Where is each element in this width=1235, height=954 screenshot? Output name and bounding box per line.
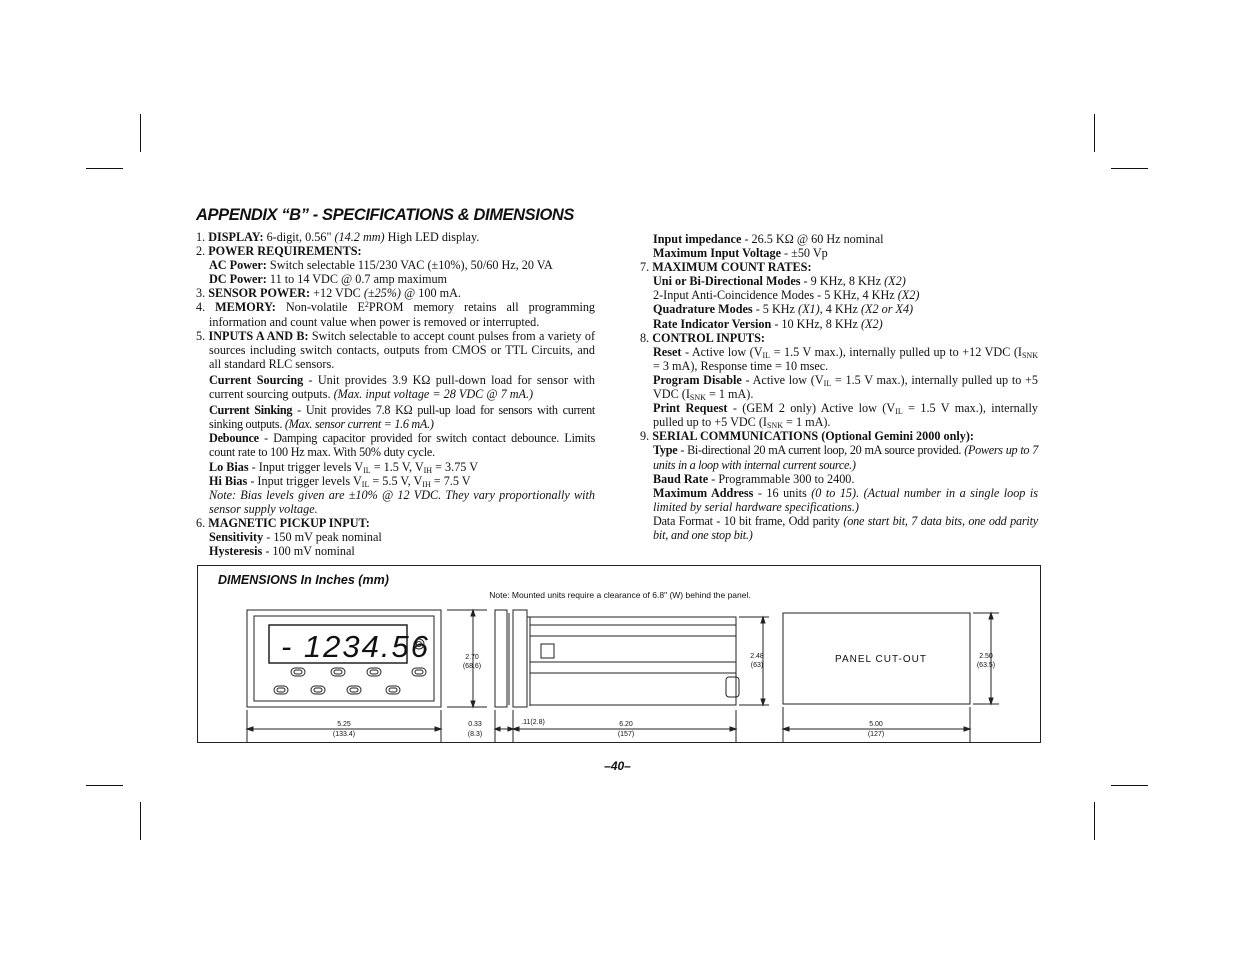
clearance-note: Note: Mounted units require a clearance of 6.8" (W) behind the panel.	[489, 590, 751, 600]
spec-program-disable: Program Disable - Active low ($V_{IL} = 1.5$ V max.), internally pulled up to +5 VDC ($I_{SNK} = 1$ mA).	[653, 372, 1039, 403]
spec-max-address: Maximum Address - 16 units (0 to 15). (Actual number in a single loop is limited by serial hardware specifications.)	[653, 485, 1039, 514]
front-view	[247, 610, 441, 743]
spec-serial-type: Type - Bi-directional 20 mA current loop, 20 mA source provided. (Powers up to 7 units in a loop with internal current source.)	[653, 443, 1039, 472]
bezel-depth-mm-label: (8.3)	[467, 731, 483, 738]
spec-max-input-voltage: Maximum Input Voltage - ±50 Vp	[653, 246, 828, 261]
spec-column-left	[196, 230, 595, 558]
body-depth-label: 6.20	[619, 721, 633, 728]
body-height-mm-label: (63)	[750, 662, 764, 669]
spec-baud-rate: Baud Rate - Programmable 300 to 2400.	[653, 471, 855, 486]
crop-mark	[1111, 785, 1148, 786]
spec-sensitivity: Sensitivity - 150 mV peak nominal	[209, 529, 382, 544]
cutout-height-mm-label: (63.5)	[976, 662, 996, 669]
crop-mark	[86, 168, 123, 169]
spec-serial: 9. SERIAL COMMUNICATIONS (Optional Gemini 2000 only):	[640, 429, 974, 444]
spec-debounce: Debounce - Damping capacitor provided for switch contact debounce. Limits count rate to 100 Hz max. With 50% duty cycle.	[209, 431, 595, 460]
side-view	[468, 610, 769, 743]
panel-cutout-view	[783, 613, 999, 743]
dimensions-drawing	[197, 565, 1041, 743]
spec-memory: 4. MEMORY: Non-volatile $E^2PROM$ memory retains all programming information and count value when power is removed or interrupted.	[196, 300, 596, 329]
body-depth-mm-label: (157)	[617, 731, 635, 738]
spec-bias-note: Note: Bias levels given are ±10% @ 12 VDC. They vary proportionally with sensor supply voltage.	[209, 487, 595, 516]
spec-ac-power: AC Power: Switch selectable 115/230 VAC (±10%), 50/60 Hz, 20 VA	[209, 258, 553, 273]
spec-sensor-power: 3. SENSOR POWER: +12 VDC (±25%) @ 100 mA.	[196, 286, 461, 301]
spec-reset: Reset - Active low ($V_{IL} = 1.5$ V max.), internally pulled up to +12 VDC ($I_{SNK} = 3$ mA), Response time = 10 msec.	[653, 344, 1038, 373]
spec-print-request: Print Request - (GEM 2 only) Active low ($V_{IL} = 1.5$ V max.), internally pulled up to +5 VDC ($I_{SNK} = 1$ mA).	[653, 401, 1038, 431]
spec-power: 2. POWER REQUIREMENTS:	[196, 244, 362, 259]
front-height-mm-label: (68.6)	[462, 663, 482, 670]
crop-mark	[140, 802, 141, 840]
page-heading: APPENDIX “B” - SPECIFICATIONS & DIMENSIONS	[196, 206, 575, 224]
spec-magnetic: 6. MAGNETIC PICKUP INPUT:	[196, 515, 370, 530]
crop-mark	[140, 114, 141, 152]
spec-lo-bias: Lo Bias - Input trigger levels $V_{IL} = 1.5$ V, $V_{IH} = 3.75$ V	[209, 459, 479, 475]
spec-count-rates: 7. MAXIMUM COUNT RATES:	[640, 260, 812, 275]
spec-rate-indicator: Rate Indicator Version - 10 KHz, 8 KHz (X2)	[653, 316, 883, 331]
spec-uni-bi: Uni or Bi-Directional Modes - 9 KHz, 8 KHz (X2)	[653, 274, 906, 289]
cutout-width-mm-label: (127)	[867, 731, 885, 738]
front-width-mm-label: (133.4)	[332, 731, 356, 738]
crop-mark	[86, 785, 123, 786]
spec-current-sinking: Current Sinking - Unit provides 7.8 KΩ pull-up load for sensors with current sinking outputs. (Max. sensor current = 1.6 mA.)	[209, 403, 596, 432]
crop-mark	[1111, 168, 1148, 169]
bezel-depth-label: 0.33	[468, 721, 482, 728]
crop-mark	[1094, 802, 1095, 840]
dimensions-title: DIMENSIONS In Inches (mm)	[218, 573, 389, 587]
crop-mark	[1094, 114, 1095, 152]
front-width-label: 5.25	[337, 721, 351, 728]
front-buttons-row1	[291, 668, 426, 676]
cutout-width-label: 5.00	[869, 721, 883, 728]
spec-control-inputs: 8. CONTROL INPUTS:	[640, 330, 765, 345]
panel-cutout-label: PANEL CUT-OUT	[835, 654, 927, 665]
front-height-dimension	[447, 610, 487, 707]
front-buttons-row2	[274, 686, 400, 694]
spec-quadrature: Quadrature Modes - 5 KHz (X1), 4 KHz (X2 or X4)	[653, 302, 914, 317]
front-height-label: 2.70	[465, 654, 479, 661]
cutout-height-label: 2.50	[979, 653, 993, 660]
spec-current-sourcing: Current Sourcing - Unit provides 3.9 KΩ pull-down load for sensor with current sourcing outputs. (Max. input voltage = 28 VDC @ 7 mA.)	[209, 372, 595, 402]
spec-hi-bias: Hi Bias - Input trigger levels $V_{IL} = 5.5$ V, $V_{IH} = 7.5$ V	[209, 473, 471, 489]
dimensions-panel	[197, 565, 1041, 743]
spec-hysteresis: Hysteresis - 100 mV nominal	[209, 544, 355, 559]
spec-input-impedance: Input impedance - 26.5 KΩ @ 60 Hz nominal	[653, 232, 884, 246]
spec-data-format: Data Format - 10 bit frame, Odd parity (one start bit, 7 data bits, one odd parity bit, and one stop bit.)	[653, 513, 1039, 542]
spec-column-right	[640, 232, 1038, 542]
spec-anti-coincidence: 2-Input Anti-Coincidence Modes - 5 KHz, 4 KHz (X2)	[653, 288, 920, 303]
flange-label: .11(2.8)	[521, 719, 545, 726]
spec-inputs: 5. INPUTS A AND B: Switch selectable to accept count pulses from a variety of sources including switch contacts, outputs from CMOS or TTL Circuits, and all standard RLC sensors.	[196, 328, 596, 371]
spec-display: 1. DISPLAY: 6-digit, 0.56" (14.2 mm) High LED display.	[196, 230, 480, 244]
body-height-label: 2.48	[750, 653, 764, 660]
led-readout: - 1234.56	[281, 629, 430, 664]
page-number: –40–	[604, 759, 631, 773]
spec-dc-power: DC Power: 11 to 14 VDC @ 0.7 amp maximum	[209, 272, 448, 287]
